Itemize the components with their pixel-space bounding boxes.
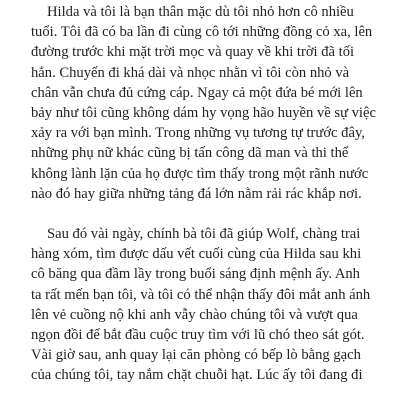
paragraph-1 [31,0,386,204]
text-line: Hilda và tôi là bạn thân mặc dù tôi nhỏ hơn cô nhiều [47,4,354,20]
text-line: đường trước khi mặt trời mọc và quay về khi trời đã tối [31,44,355,61]
text-line: nào đó hay giữa những tảng đá lớn nằm rải rác khắp nơi. [31,185,362,202]
text-line: xảy ra với bạn mình. Trong những vụ tương tự trước đây, [31,125,365,142]
text-line: ta rất mến bạn tôi, và tôi có thể nhận thấy đôi mắt anh ánh [31,286,371,303]
text-line: cô băng qua đầm lầy trong buổi sáng định mệnh ấy. Anh [31,266,360,283]
text-line: lên vẻ cuồng nộ khi anh vẫy chào chúng tôi và vượt qua [31,306,358,323]
text-line: Sau đó vài ngày, chính bà tôi đã giúp Wolf, chàng trai [47,226,361,243]
text-line: Vài giờ sau, anh quay lại căn phòng có bếp lò bằng gạch [31,347,361,364]
paragraph-2 [31,224,386,386]
text-line: của chúng tôi, tay nắm chặt chuỗi hạt. Lúc ấy tôi đang đi [31,367,363,384]
text-line: tuổi. Tôi đã có ba lần đi cùng cô tới những đồng cỏ xa, lên [31,24,373,41]
text-line: hàng xóm, tìm được dấu vết cuối cùng của Hilda sau khi [31,246,362,263]
text-line: những phụ nữ khác cũng bị tấn công dã man và thi thể [31,145,349,162]
text-line: hẳn. Chuyến đi khá dài và nhọc nhằn vì tôi còn nhỏ và [31,64,350,81]
text-line: ngọn đồi để bắt đầu cuộc truy tìm với lũ chó theo sát gót. [31,327,365,344]
text-line: chân vẫn chưa đủ cứng cáp. Ngay cả một đứa bé mới lên [31,84,363,101]
text-line: bảy như tôi cũng không dám hy vọng hão huyền về sự việc [31,105,376,122]
text-line: không lành lặn của họ được tìm thấy trong một rãnh nước [31,165,369,182]
